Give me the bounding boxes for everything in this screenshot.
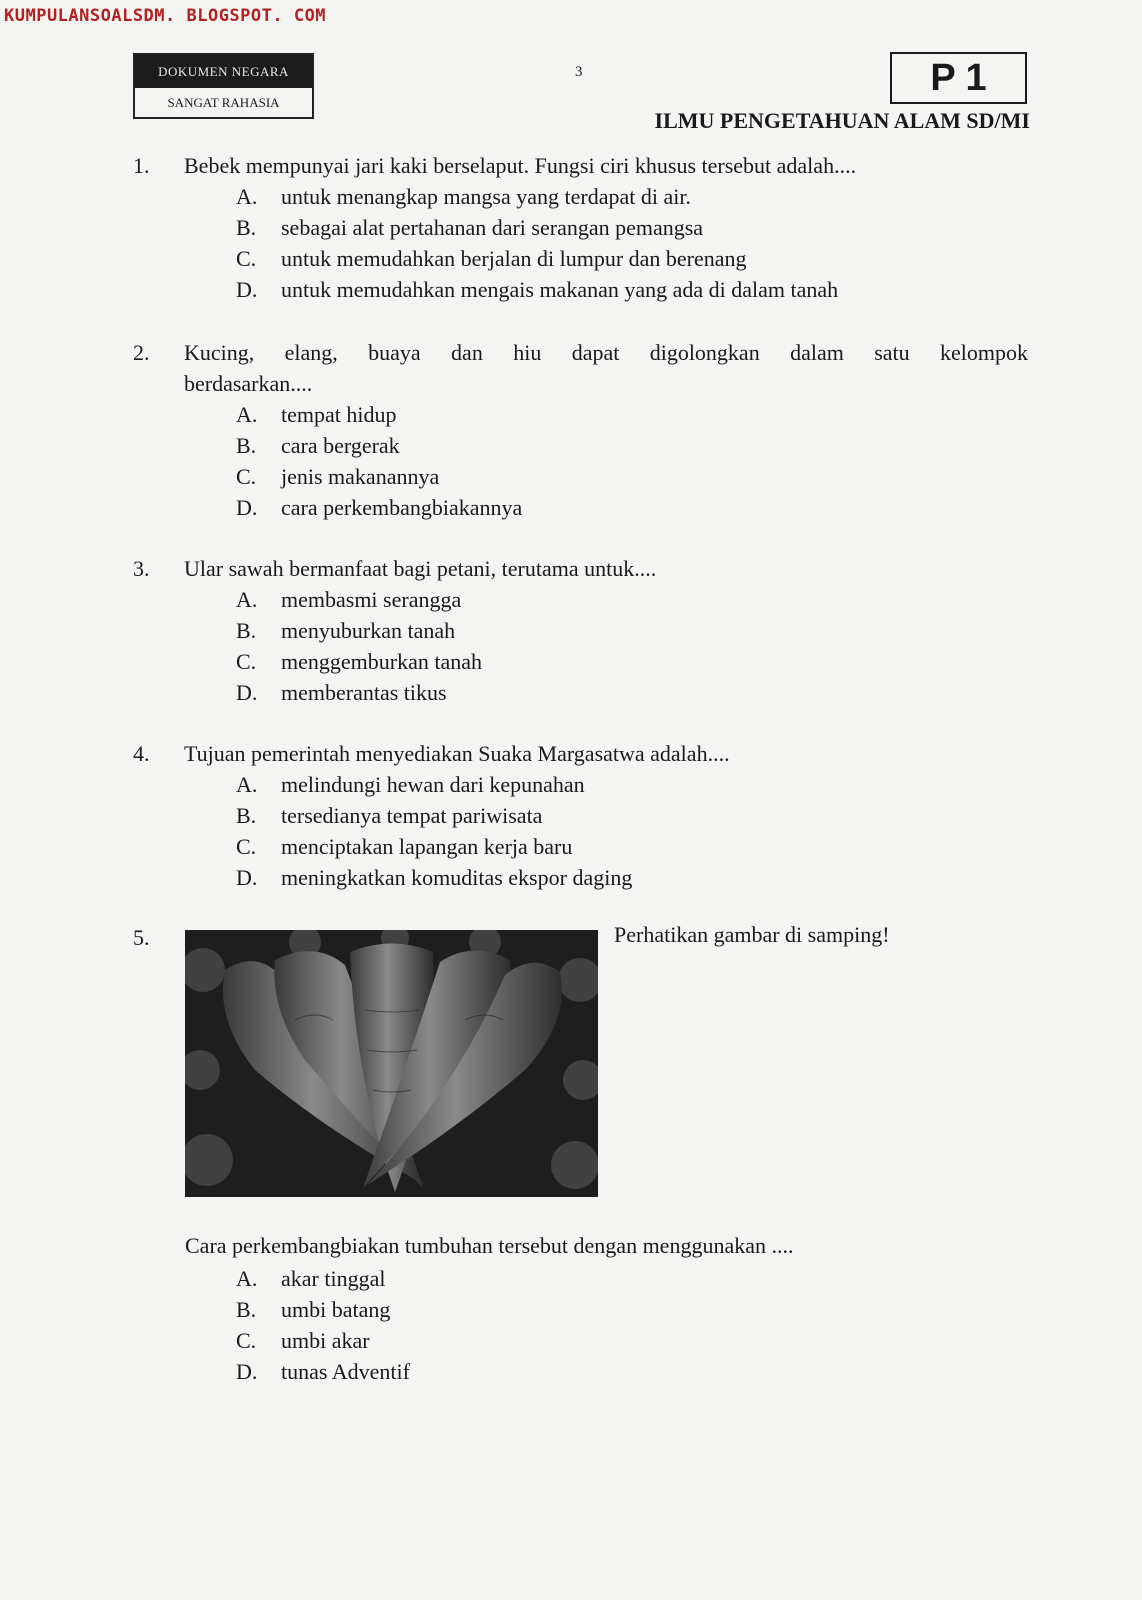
option-letter: C. — [236, 649, 257, 674]
subject-title: ILMU PENGETAHUAN ALAM SD/MI — [654, 108, 1030, 133]
option-letter: D. — [236, 680, 258, 705]
option-letter: C. — [236, 246, 257, 271]
option-list — [236, 1263, 410, 1387]
option-letter: B. — [236, 803, 257, 828]
option-letter: D. — [236, 1359, 258, 1384]
option-b — [236, 800, 1028, 831]
question-1 — [133, 150, 1028, 305]
option-d — [236, 492, 1028, 523]
carrot-photo — [185, 930, 598, 1197]
option-c — [236, 243, 1028, 274]
option-text: membasmi serangga — [281, 587, 462, 612]
question-number: 1. — [133, 153, 150, 178]
option-letter: B. — [236, 433, 257, 458]
question-number: 3. — [133, 556, 150, 581]
question-2 — [133, 337, 1028, 523]
option-text: umbi akar — [281, 1328, 370, 1353]
site-watermark: KUMPULANSOALSDM. BLOGSPOT. COM — [4, 6, 327, 26]
option-text: untuk memudahkan mengais makanan yang ada di dalam tanah — [281, 277, 839, 302]
option-letter: B. — [236, 618, 257, 643]
option-letter: C. — [236, 464, 257, 489]
question-5-instruction: Perhatikan gambar di samping! — [614, 922, 890, 947]
option-a — [236, 769, 1028, 800]
option-c — [236, 461, 1028, 492]
option-text: tersedianya tempat pariwisata — [281, 803, 543, 828]
option-a — [236, 399, 1028, 430]
question-text: Bebek mempunyai jari kaki berselaput. Fungsi ciri khusus tersebut adalah.... — [184, 153, 857, 178]
option-letter: D. — [236, 495, 258, 520]
option-list — [236, 584, 1028, 708]
question-text-line-2: berdasarkan.... — [184, 371, 313, 396]
option-text: menciptakan lapangan kerja baru — [281, 834, 573, 859]
option-d — [236, 677, 1028, 708]
option-letter: D. — [236, 277, 258, 302]
option-list — [236, 181, 1028, 305]
question-3 — [133, 553, 1028, 708]
option-text: akar tinggal — [281, 1266, 386, 1291]
question-4 — [133, 738, 1028, 893]
question-text: Tujuan pemerintah menyediakan Suaka Margasatwa adalah.... — [184, 741, 730, 766]
option-text: meningkatkan komuditas ekspor daging — [281, 865, 633, 890]
option-a — [236, 584, 1028, 615]
question-5-text: Cara perkembangbiakan tumbuhan tersebut dengan menggunakan .... — [185, 1233, 794, 1258]
option-text: tunas Adventif — [281, 1359, 410, 1384]
question-number: 4. — [133, 741, 150, 766]
option-text: cara perkembangbiakannya — [281, 495, 523, 520]
question-text-line-1: Kucing, elang, buaya dan hiu dapat digolongkan dalam satu kelompok — [184, 340, 1028, 365]
question-number: 2. — [133, 340, 150, 365]
option-letter: A. — [236, 402, 258, 427]
option-text: menggemburkan tanah — [281, 649, 482, 674]
option-d — [236, 1356, 410, 1387]
option-b — [236, 615, 1028, 646]
option-list — [236, 399, 1028, 523]
option-d — [236, 274, 1028, 305]
option-a — [236, 1263, 410, 1294]
option-text: untuk memudahkan berjalan di lumpur dan berenang — [281, 246, 747, 271]
option-text: melindungi hewan dari kepunahan — [281, 772, 585, 797]
carrot-illustration — [185, 930, 598, 1197]
option-b — [236, 1294, 410, 1325]
option-letter: A. — [236, 772, 258, 797]
option-b — [236, 430, 1028, 461]
option-c — [236, 831, 1028, 862]
question-number: 5. — [133, 925, 150, 950]
option-letter: A. — [236, 184, 258, 209]
option-text: sebagai alat pertahanan dari serangan pemangsa — [281, 215, 704, 240]
option-c — [236, 1325, 410, 1356]
option-text: tempat hidup — [281, 402, 397, 427]
option-letter: D. — [236, 865, 258, 890]
option-text: cara bergerak — [281, 433, 400, 458]
option-a — [236, 181, 1028, 212]
option-text: untuk menangkap mangsa yang terdapat di air. — [281, 184, 691, 209]
option-letter: A. — [236, 587, 258, 612]
page-number: 3 — [575, 64, 583, 80]
option-b — [236, 212, 1028, 243]
question-text: Ular sawah bermanfaat bagi petani, terutama untuk.... — [184, 556, 657, 581]
option-letter: B. — [236, 1297, 257, 1322]
option-list — [236, 769, 1028, 893]
option-d — [236, 862, 1028, 893]
option-letter: C. — [236, 834, 257, 859]
option-text: umbi batang — [281, 1297, 391, 1322]
option-text: memberantas tikus — [281, 680, 447, 705]
option-text: menyuburkan tanah — [281, 618, 456, 643]
option-letter: B. — [236, 215, 257, 240]
option-letter: C. — [236, 1328, 257, 1353]
option-c — [236, 646, 1028, 677]
doc-classification-top: DOKUMEN NEGARA — [135, 55, 312, 88]
option-text: jenis makanannya — [281, 464, 440, 489]
option-letter: A. — [236, 1266, 258, 1291]
document-classification-box — [133, 53, 314, 119]
doc-classification-bottom: SANGAT RAHASIA — [167, 94, 280, 110]
paper-code-box: P 1 — [890, 52, 1027, 104]
